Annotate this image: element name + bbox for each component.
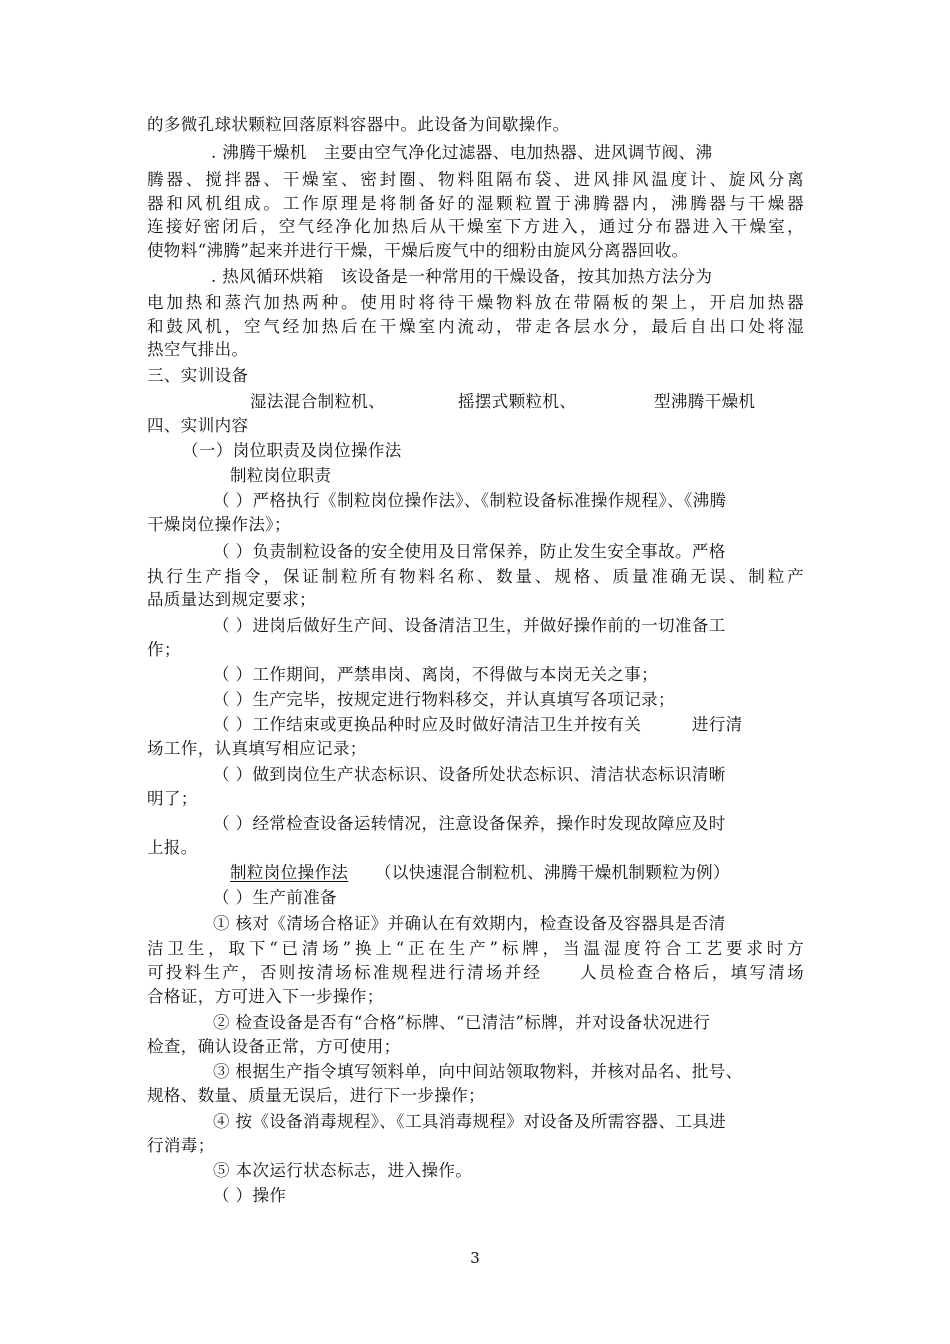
text-line: （ ）生产前准备 (213, 888, 337, 907)
text-line: 热空气排出。 (147, 340, 249, 359)
text-line: （ ）严格执行《制粒岗位操作法》、《制粒设备标准操作规程》、《沸腾 (213, 491, 727, 510)
text-line: （ ）生产完毕，按规定进行物料移交，并认真填写各项记录； (213, 690, 675, 709)
text-line: 行消毒； (147, 1136, 215, 1155)
text-line: ③ 根据生产指令填写领料单，向中间站领取物料，并核对品名、批号、 (213, 1062, 743, 1081)
subsection-title: 制粒岗位职责 (230, 466, 332, 485)
text-line: 明了； (147, 789, 198, 808)
text-line: 洁卫生，取下“已清场”换上“正在生产”标牌，当温湿度符合工艺要求时方 (147, 939, 804, 958)
text-line: 和鼓风机，空气经加热后在干燥室内流动，带走各层水分，最后自出口处将湿 (147, 317, 804, 336)
text-line: . 沸腾干燥机 主要由空气净化过滤器、电加热器、进风调节阀、沸 (211, 143, 713, 162)
text-line: （ ）经常检查设备运转情况，注意设备保养，操作时发现故障应及时 (213, 814, 726, 833)
equipment-item: 摇摆式颗粒机、 (458, 392, 577, 411)
text-line: （ ）操作 (213, 1186, 287, 1205)
text-line: 可投料生产，否则按清场标准规程进行清场并经 人员检查合格后，填写清场 (147, 963, 804, 982)
text-line: ② 检查设备是否有“合格”标牌、“已清洁”标牌，并对设备状况进行 (213, 1013, 711, 1032)
text-line: 使物料“沸腾”起来并进行干燥，干燥后废气中的细粉由旋风分离器回收。 (147, 241, 689, 260)
text-line: （ ）负责制粒设备的安全使用及日常保养，防止发生安全事故。严格 (213, 542, 726, 561)
text-line: ① 核对《清场合格证》并确认在有效期内，检查设备及容器具是否清 (213, 914, 726, 933)
text-line: 器和风机组成。工作原理是将制备好的湿颗粒置于沸腾器内，沸腾器与干燥器 (147, 194, 804, 213)
text-line: 上报。 (147, 838, 198, 857)
text-line: . 热风循环烘箱 该设备是一种常用的干燥设备，按其加热方法分为 (211, 267, 713, 286)
text-line: 电加热和蒸汽加热两种。使用时将待干燥物料放在带隔板的架上，开启加热器 (147, 293, 804, 312)
page-number: 3 (470, 1249, 480, 1267)
equipment-item: 型沸腾干燥机 (654, 392, 756, 411)
text-line: （ ）进岗后做好生产间、设备清洁卫生，并做好操作前的一切准备工 (213, 616, 726, 635)
text-line: 执行生产指令，保证制粒所有物料名称、数量、规格、质量准确无误、制粒产 (147, 567, 804, 586)
text-line: （ ）工作期间，严禁串岗、离岗，不得做与本岗无关之事； (213, 665, 659, 684)
text-line: （ ）做到岗位生产状态标识、设备所处状态标识、清洁状态标识清晰 (213, 765, 726, 784)
text-line: ④ 按《设备消毒规程》、《工具消毒规程》对设备及所需容器、工具进 (213, 1112, 727, 1131)
text-line: 腾器、搅拌器、干燥室、密封圈、物料阻隔布袋、进风排风温度计、旋风分离 (147, 170, 804, 189)
text-line: 检查，确认设备正常，方可使用； (147, 1037, 401, 1056)
text-line: 规格、数量、质量无误后，进行下一步操作； (147, 1086, 485, 1105)
section-heading: 四、实训内容 (147, 416, 249, 435)
subsection-title: 制粒岗位操作法 (230, 863, 349, 882)
text-line: ⑤ 本次运行状态标志，进入操作。 (213, 1161, 473, 1180)
text-line: 干燥岗位操作法》； (147, 515, 291, 534)
text-line: （ ）工作结束或更换品种时应及时做好清洁卫生并按有关 进行清 (213, 715, 743, 734)
text-line: 的多微孔球状颗粒回落原料容器中。此设备为间歇操作。 (147, 115, 570, 134)
section-heading: 三、实训设备 (147, 366, 249, 385)
text-line: 连接好密闭后，空气经净化加热后从干燥室下方进入，通过分布器进入干燥室， (147, 217, 804, 236)
text-line: 品质量达到规定要求； (147, 590, 316, 609)
subsection-note: （以快速混合制粒机、沸腾干燥机制颗粒为例） (375, 863, 730, 882)
subsection-heading: （一）岗位职责及岗位操作法 (182, 441, 402, 460)
text-line: 合格证，方可进入下一步操作； (147, 987, 384, 1006)
text-line: 场工作，认真填写相应记录； (147, 739, 367, 758)
equipment-item: 湿法混合制粒机、 (250, 392, 386, 411)
text-line: 作； (147, 640, 181, 659)
